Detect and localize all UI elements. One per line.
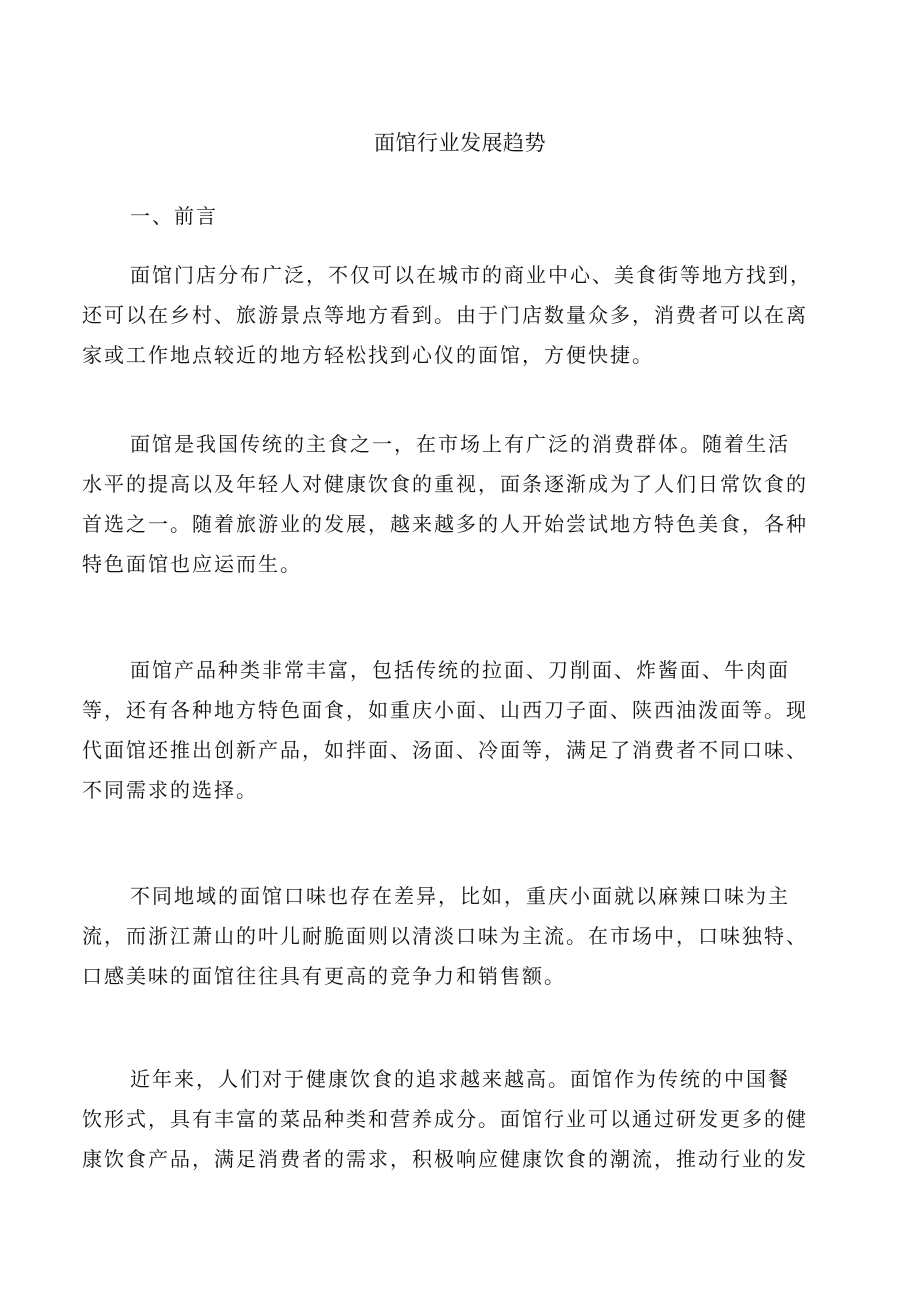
section-heading: 一、前言	[130, 204, 218, 228]
paragraph-line: 等，还有各种地方特色面食，如重庆小面、山西刀子面、陕西油泼面等。现	[82, 698, 808, 722]
paragraph-line: 面馆产品种类非常丰富，包括传统的拉面、刀削面、炸酱面、牛肉面	[130, 658, 790, 682]
paragraph-line: 代面馆还推出创新产品，如拌面、汤面、冷面等，满足了消费者不同口味、	[82, 738, 808, 762]
paragraph-line: 面馆门店分布广泛，不仅可以在城市的商业中心、美食街等地方找到，	[130, 263, 812, 287]
paragraph-line: 首选之一。随着旅游业的发展，越来越多的人开始尝试地方特色美食，各种	[82, 512, 808, 536]
paragraph-5	[82, 1059, 842, 1179]
paragraph-line: 饮形式，具有丰富的菜品种类和营养成分。面馆行业可以通过研发更多的健	[82, 1107, 808, 1131]
paragraph-1	[82, 255, 842, 375]
paragraph-2	[82, 424, 842, 584]
paragraph-line: 水平的提高以及年轻人对健康饮食的重视，面条逐渐成为了人们日常饮食的	[82, 472, 808, 496]
paragraph-line: 近年来，人们对于健康饮食的追求越来越高。面馆作为传统的中国餐	[130, 1067, 790, 1091]
paragraph-line: 还可以在乡村、旅游景点等地方看到。由于门店数量众多，消费者可以在离	[82, 303, 808, 327]
paragraph-4	[82, 876, 842, 996]
paragraph-line: 特色面馆也应运而生。	[82, 552, 302, 576]
document-title: 面馆行业发展趋势	[374, 131, 546, 155]
paragraph-line: 面馆是我国传统的主食之一，在市场上有广泛的消费群体。随着生活	[130, 432, 790, 456]
paragraph-3	[82, 650, 842, 810]
paragraph-line: 不同地域的面馆口味也存在差异，比如，重庆小面就以麻辣口味为主	[130, 884, 790, 908]
paragraph-line: 口感美味的面馆往往具有更高的竞争力和销售额。	[82, 964, 566, 988]
paragraph-line: 流，而浙江萧山的叶儿耐脆面则以清淡口味为主流。在市场中，口味独特、	[82, 924, 808, 948]
paragraph-line: 不同需求的选择。	[82, 778, 258, 802]
paragraph-line: 康饮食产品，满足消费者的需求，积极响应健康饮食的潮流，推动行业的发	[82, 1147, 808, 1171]
paragraph-line: 家或工作地点较近的地方轻松找到心仪的面馆，方便快捷。	[82, 343, 654, 367]
